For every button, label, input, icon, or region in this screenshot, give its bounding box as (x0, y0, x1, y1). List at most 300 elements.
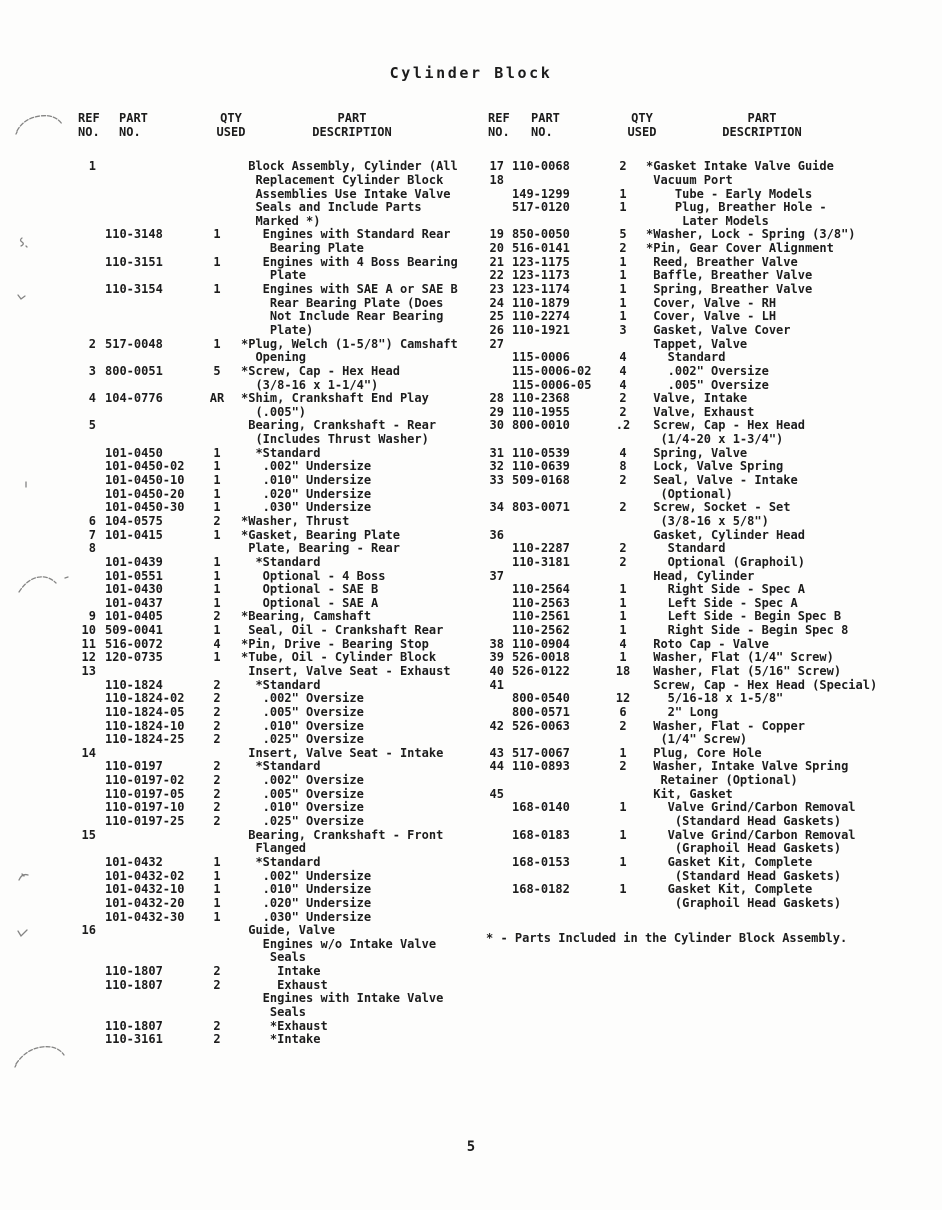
qty-used: 1 (213, 254, 221, 269)
ref-no (76, 733, 96, 747)
header-qty-used: QTY (631, 111, 653, 125)
qty-used: 1 (213, 527, 221, 542)
ref-no (486, 365, 504, 379)
parts-line (486, 160, 938, 174)
part-no (96, 188, 201, 202)
parts-line (486, 228, 938, 242)
parts-line (76, 992, 480, 1006)
part-no: 101-0432-10 (105, 882, 185, 897)
part-description: *Plug, Welch (1-5/8") Camshaft (241, 336, 458, 351)
parts-line (486, 856, 938, 870)
qty-used: 5 (213, 363, 221, 378)
parts-line (76, 706, 480, 720)
part-description: .030" Undersize (241, 500, 372, 515)
part-no: 110-1921 (512, 322, 570, 337)
part-description: Optional - SAE A (241, 595, 379, 610)
qty-used: 1 (213, 882, 221, 897)
part-no (504, 529, 608, 543)
ref-no (486, 542, 504, 556)
part-description: .002" Oversize (241, 773, 364, 788)
qty-used: 1 (619, 282, 627, 297)
parts-line (76, 692, 480, 706)
ref-no (486, 801, 504, 815)
ref-no (486, 610, 504, 624)
parts-line (486, 542, 938, 556)
parts-line (76, 651, 480, 665)
part-no: 800-0540 (512, 691, 570, 706)
part-no (96, 665, 201, 679)
part-description: Plate, Bearing - Rear (241, 541, 400, 556)
ref-no (486, 188, 504, 202)
qty-used (201, 419, 233, 433)
qty-used: 2 (213, 773, 221, 788)
parts-line (486, 665, 938, 679)
scan-artifact-check (16, 927, 29, 940)
part-description: Plug, Breather Hole - (646, 200, 827, 215)
qty-used (608, 679, 638, 693)
part-description: Valve, Intake (646, 391, 748, 406)
qty-used: 1 (213, 623, 221, 638)
qty-used: 1 (619, 595, 627, 610)
part-no: 110-1824-10 (105, 718, 185, 733)
part-description: Lock, Valve Spring (646, 459, 784, 474)
part-no: 101-0430 (105, 582, 163, 597)
ref-no: 21 (489, 254, 504, 269)
qty-used: 2 (213, 1018, 221, 1033)
part-no: 101-0450-20 (105, 486, 185, 501)
part-no: 110-2561 (512, 609, 570, 624)
part-description: Rear Bearing Plate (Does (241, 295, 444, 310)
part-description: (3/8-16 x 5/8") (646, 513, 769, 528)
qty-used (201, 201, 233, 215)
part-no: 110-1807 (105, 1018, 163, 1033)
ref-no: 30 (489, 418, 504, 433)
parts-line (486, 188, 938, 202)
parts-line (486, 283, 938, 297)
qty-used: 1 (213, 227, 221, 242)
part-no: 526-0122 (512, 663, 570, 678)
parts-line (486, 556, 938, 570)
qty-used (201, 379, 233, 393)
ref-no (76, 870, 96, 884)
part-description: .005" Oversize (646, 377, 769, 392)
part-no: 110-1807 (105, 964, 163, 979)
part-no (96, 829, 201, 843)
ref-no: 34 (489, 500, 504, 515)
qty-used: 3 (619, 322, 627, 337)
part-no: 516-0141 (512, 241, 570, 256)
ref-no (76, 501, 96, 515)
parts-line (486, 624, 938, 638)
part-no: 110-0197 (105, 759, 163, 774)
part-no: 110-2564 (512, 582, 570, 597)
qty-used: 1 (213, 582, 221, 597)
qty-used: 1 (619, 623, 627, 638)
part-description: .010" Undersize (241, 473, 372, 488)
part-description: (Standard Head Gaskets) (646, 814, 842, 829)
ref-no (76, 351, 96, 365)
part-description: Spring, Valve (646, 445, 748, 460)
parts-line (76, 188, 480, 202)
part-no: 110-1955 (512, 404, 570, 419)
qty-used: 1 (213, 895, 221, 910)
parts-line (76, 965, 480, 979)
parts-line (486, 883, 938, 897)
qty-used: 1 (213, 650, 221, 665)
parts-line (486, 174, 938, 188)
part-no (96, 924, 201, 938)
qty-used: 1 (213, 459, 221, 474)
part-description: Bearing Plate (241, 241, 364, 256)
parts-line (76, 883, 480, 897)
qty-used (201, 310, 233, 324)
ref-no (486, 351, 504, 365)
part-description: Washer, Flat (5/16" Screw) (646, 663, 842, 678)
qty-used (201, 542, 233, 556)
parts-line (76, 788, 480, 802)
ref-no (486, 201, 504, 215)
part-description: (1/4-20 x 1-3/4") (646, 432, 784, 447)
parts-line (486, 829, 938, 843)
qty-used: 2 (213, 513, 221, 528)
part-no: 149-1299 (512, 186, 570, 201)
qty-used: 1 (619, 254, 627, 269)
ref-no (76, 951, 96, 965)
ref-no (76, 815, 96, 829)
part-no (504, 488, 608, 502)
part-description: .030" Undersize (241, 909, 372, 924)
ref-no: 12 (81, 650, 96, 665)
qty-used (201, 433, 233, 447)
qty-used: 1 (213, 868, 221, 883)
ref-no: 29 (489, 404, 504, 419)
table-header-row-2 (76, 126, 480, 140)
ref-no (76, 269, 96, 283)
part-description: *Washer, Lock - Spring (3/8") (646, 227, 856, 242)
parts-line (486, 338, 938, 352)
part-no: 517-0120 (512, 200, 570, 215)
ref-no: 36 (489, 527, 504, 542)
parts-line (76, 774, 480, 788)
part-no: 168-0183 (512, 827, 570, 842)
ref-no (76, 897, 96, 911)
part-no (96, 201, 201, 215)
part-no: 101-0405 (105, 609, 163, 624)
qty-used: 2 (619, 241, 627, 256)
part-description: Screw, Socket - Set (646, 500, 791, 515)
parts-line (486, 215, 938, 229)
parts-line (76, 911, 480, 925)
header-ref-no: NO. (78, 124, 100, 139)
part-no (504, 815, 608, 829)
qty-used: 2 (213, 691, 221, 706)
part-no: 101-0450-02 (105, 459, 185, 474)
part-no (504, 897, 608, 911)
qty-used: AR (209, 391, 225, 406)
qty-used (201, 324, 233, 338)
ref-no (76, 474, 96, 488)
ref-no (486, 692, 504, 706)
parts-line (76, 447, 480, 461)
part-description: Optional (Graphoil) (646, 554, 805, 569)
table-header-row-2 (486, 126, 938, 140)
ref-no (486, 842, 504, 856)
ref-no: 19 (489, 227, 504, 242)
ref-no: 17 (489, 159, 504, 174)
part-no: 115-0006 (512, 350, 570, 365)
part-no (96, 951, 201, 965)
qty-used: 2 (213, 609, 221, 624)
part-no (96, 842, 201, 856)
qty-used: 1 (213, 500, 221, 515)
ref-no (76, 883, 96, 897)
part-description: Standard (646, 350, 726, 365)
part-no: 110-2562 (512, 623, 570, 638)
qty-used: 1 (619, 295, 627, 310)
ref-no (76, 488, 96, 502)
part-no: 110-1824-02 (105, 691, 185, 706)
ref-no (76, 583, 96, 597)
qty-used: 4 (213, 636, 221, 651)
parts-line (486, 897, 938, 911)
part-description: (Includes Thrust Washer) (241, 432, 429, 447)
header-part-no: NO. (119, 124, 141, 139)
part-description: Reed, Breather Valve (646, 254, 798, 269)
part-no: 123-1175 (512, 254, 570, 269)
part-description: *Standard (241, 677, 321, 692)
parts-line (76, 829, 480, 843)
parts-line (486, 733, 938, 747)
parts-line (76, 419, 480, 433)
header-spacer (76, 139, 480, 160)
parts-line (76, 665, 480, 679)
qty-used (608, 488, 638, 502)
parts-line (76, 747, 480, 761)
qty-used: 2 (213, 800, 221, 815)
part-no: 110-0068 (512, 159, 570, 174)
part-no: 110-0639 (512, 459, 570, 474)
qty-used: 2 (213, 786, 221, 801)
parts-line (486, 747, 938, 761)
part-no: 110-3161 (105, 1032, 163, 1047)
part-description: Gasket, Valve Cover (646, 322, 791, 337)
part-no: 526-0018 (512, 650, 570, 665)
parts-line (76, 951, 480, 965)
parts-line (76, 624, 480, 638)
part-no: 101-0450 (105, 445, 163, 460)
part-description: .002" Undersize (241, 459, 372, 474)
ref-no (76, 706, 96, 720)
part-no: 101-0551 (105, 568, 163, 583)
part-description: Roto Cap - Valve (646, 636, 769, 651)
part-no: 800-0051 (105, 363, 163, 378)
part-no (504, 842, 608, 856)
qty-used (201, 951, 233, 965)
qty-used: 2 (619, 718, 627, 733)
qty-used: 12 (615, 691, 631, 706)
parts-line (76, 256, 480, 270)
qty-used: 1 (213, 473, 221, 488)
qty-used: 1 (213, 336, 221, 351)
ref-no (76, 679, 96, 693)
qty-used: 2 (619, 473, 627, 488)
part-no: 526-0063 (512, 718, 570, 733)
part-description: Washer, Flat - Copper (646, 718, 805, 733)
qty-used: 1 (619, 745, 627, 760)
part-description: .020" Undersize (241, 486, 372, 501)
ref-no: 8 (88, 541, 96, 556)
parts-line (486, 242, 938, 256)
parts-line (76, 733, 480, 747)
header-ref-no: REF (488, 111, 510, 125)
qty-used: 1 (619, 827, 627, 842)
parts-line (76, 638, 480, 652)
ref-no: 44 (489, 759, 504, 774)
header-part-description: DESCRIPTION (722, 124, 802, 139)
part-no: 110-3154 (105, 282, 163, 297)
ref-no: 45 (489, 786, 504, 801)
part-no (96, 419, 201, 433)
part-description: Engines with 4 Boss Bearing (241, 254, 458, 269)
parts-line (486, 651, 938, 665)
ref-no (76, 174, 96, 188)
ref-no (486, 815, 504, 829)
part-description: Bearing, Crankshaft - Front (241, 827, 444, 842)
parts-line (76, 215, 480, 229)
part-no (96, 297, 201, 311)
ref-no: 38 (489, 636, 504, 651)
part-no (504, 679, 608, 693)
part-no (96, 174, 201, 188)
qty-used (201, 992, 233, 1006)
part-description: (Optional) (646, 486, 733, 501)
scan-artifact-curl (17, 870, 31, 884)
part-description: .020" Undersize (241, 895, 372, 910)
table-header-row-1 (486, 112, 938, 126)
part-no: 110-1824-25 (105, 732, 185, 747)
part-description: Engines with Intake Valve (241, 991, 444, 1006)
header-qty-used: USED (216, 124, 246, 139)
part-no: 800-0571 (512, 704, 570, 719)
ref-no: 14 (81, 745, 96, 760)
parts-line (76, 242, 480, 256)
part-description: Screw, Cap - Hex Head (646, 418, 805, 433)
ref-no: 28 (489, 391, 504, 406)
ref-no (76, 256, 96, 270)
part-no: 110-1824-05 (105, 704, 185, 719)
parts-line (76, 979, 480, 993)
part-no (96, 242, 201, 256)
qty-used (201, 924, 233, 938)
part-description: (Graphoil Head Gaskets) (646, 841, 842, 856)
part-no: 123-1173 (512, 268, 570, 283)
ref-no (486, 624, 504, 638)
qty-used: 1 (619, 854, 627, 869)
ref-no: 4 (88, 391, 96, 406)
ref-no (76, 570, 96, 584)
part-description: Left Side - Begin Spec B (646, 609, 842, 624)
ref-no (76, 324, 96, 338)
parts-line (486, 870, 938, 884)
ref-no: 33 (489, 473, 504, 488)
qty-used: 6 (619, 704, 627, 719)
qty-used (201, 938, 233, 952)
parts-line (76, 269, 480, 283)
part-description: Seals (241, 950, 307, 965)
part-no (96, 992, 201, 1006)
parts-line (76, 529, 480, 543)
parts-line (486, 515, 938, 529)
part-no: 110-0539 (512, 445, 570, 460)
ref-no (486, 488, 504, 502)
part-description: Baffle, Breather Valve (646, 268, 813, 283)
qty-used (201, 269, 233, 283)
part-no: 168-0153 (512, 854, 570, 869)
qty-used: 2 (619, 554, 627, 569)
part-description: Seals (241, 1005, 307, 1019)
part-description: .010" Oversize (241, 718, 364, 733)
ref-no: 7 (88, 527, 96, 542)
qty-used (608, 870, 638, 884)
part-description: Block Assembly, Cylinder (All (241, 159, 458, 174)
parts-line (76, 1020, 480, 1034)
part-description: (.005") (241, 404, 307, 419)
ref-no (76, 692, 96, 706)
part-no (504, 338, 608, 352)
qty-used: 5 (619, 227, 627, 242)
parts-line (76, 488, 480, 502)
parts-line (486, 720, 938, 734)
parts-line (486, 351, 938, 365)
qty-used (201, 829, 233, 843)
parts-table-left (76, 112, 480, 1047)
parts-line (76, 856, 480, 870)
part-description: Right Side - Spec A (646, 582, 805, 597)
parts-table-right (486, 112, 938, 911)
ref-no (76, 310, 96, 324)
ref-no (486, 774, 504, 788)
qty-used (608, 215, 638, 229)
part-description: Screw, Cap - Hex Head (Special) (646, 677, 878, 692)
header-part-description: PART (337, 111, 367, 125)
part-no: 110-2274 (512, 309, 570, 324)
parts-line (486, 365, 938, 379)
part-no: 110-0197-25 (105, 814, 185, 829)
ref-no: 2 (88, 336, 96, 351)
part-no: 110-0197-10 (105, 800, 185, 815)
ref-no: 24 (489, 295, 504, 310)
ref-no (486, 856, 504, 870)
parts-line (76, 1006, 480, 1020)
ref-no: 15 (81, 827, 96, 842)
qty-used (201, 842, 233, 856)
parts-line (486, 447, 938, 461)
header-qty-used: QTY (220, 111, 242, 125)
ref-no (76, 911, 96, 925)
parts-line (486, 501, 938, 515)
parts-line (76, 324, 480, 338)
ref-no: 31 (489, 445, 504, 460)
ref-no: 26 (489, 322, 504, 337)
parts-line (486, 379, 938, 393)
part-description: Insert, Valve Seat - Intake (241, 745, 444, 760)
qty-used: 2 (213, 704, 221, 719)
part-no (96, 310, 201, 324)
scan-artifact-arc-middle (16, 574, 60, 596)
part-description: *Shim, Crankshaft End Play (241, 391, 429, 406)
part-description: *Washer, Thrust (241, 513, 350, 528)
part-description: Gasket Kit, Complete (646, 882, 813, 897)
